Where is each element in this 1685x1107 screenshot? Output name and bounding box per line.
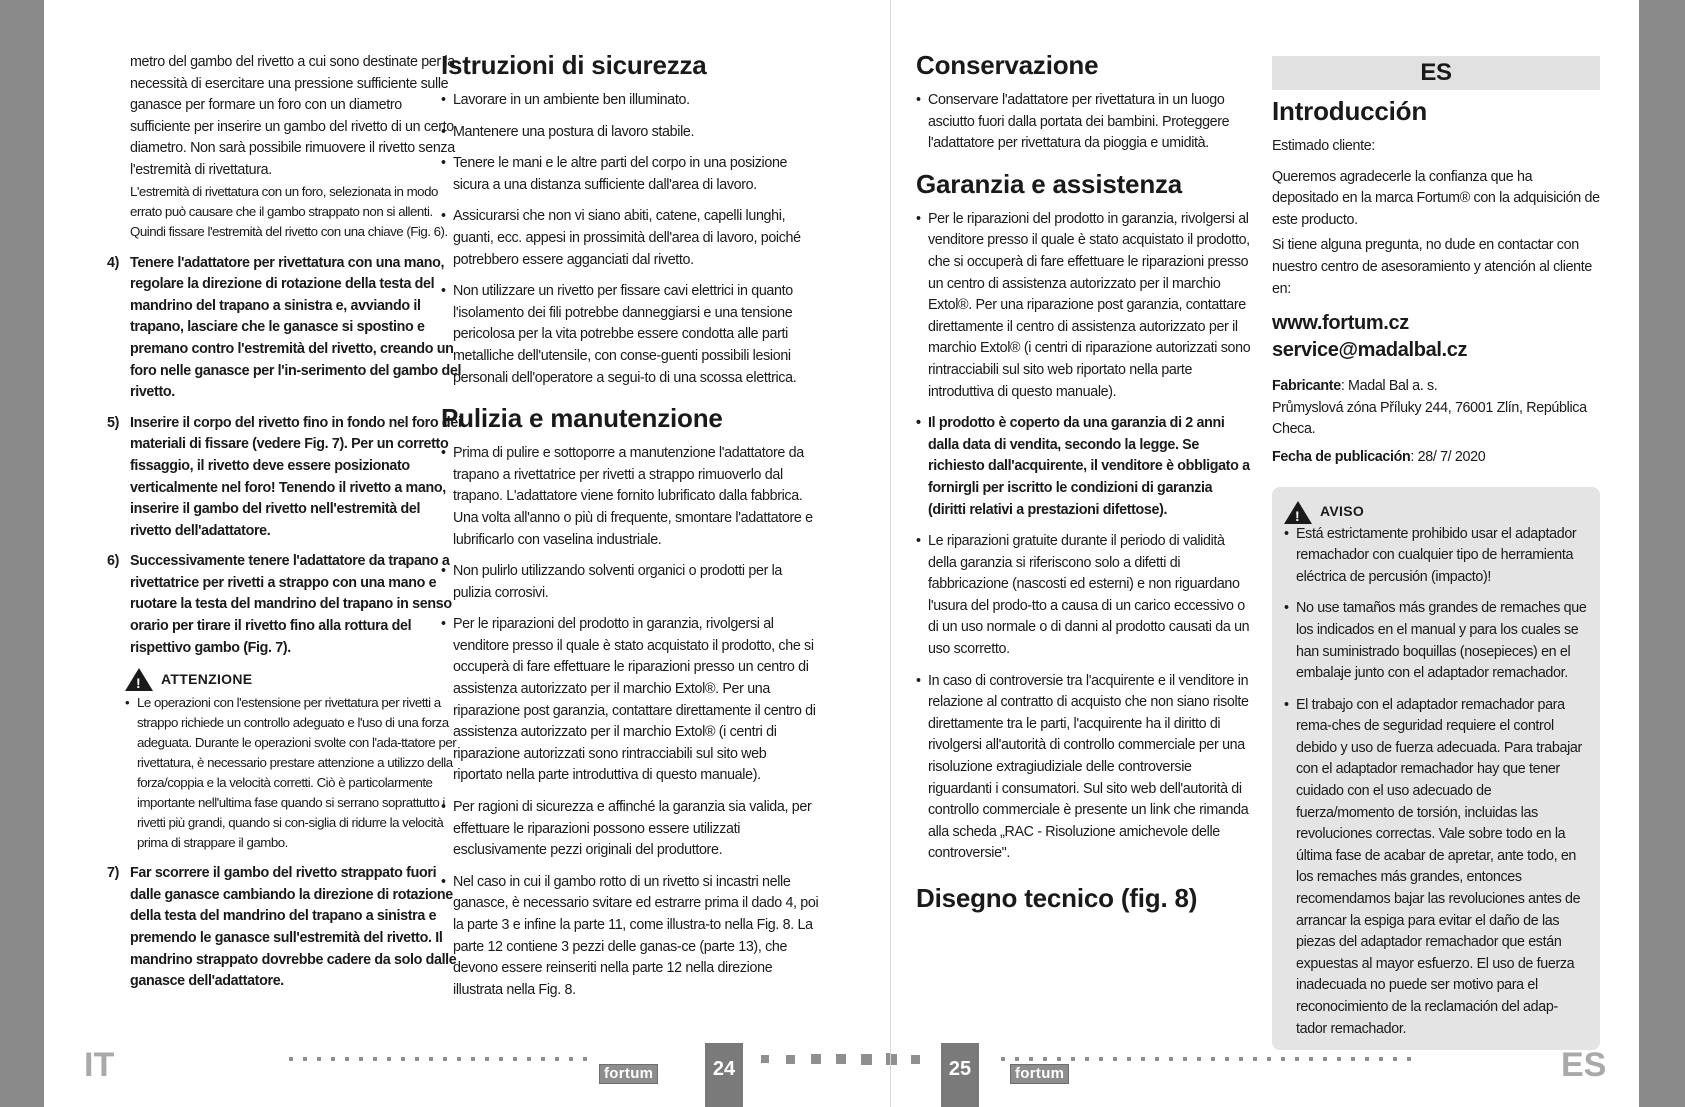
footer-dot xyxy=(1323,1057,1327,1061)
footer-dot xyxy=(303,1057,307,1061)
footer-dot xyxy=(317,1057,321,1061)
footer-dot xyxy=(359,1057,363,1061)
safety-title: Istruzioni di sicurezza xyxy=(441,50,707,80)
footer-dot xyxy=(911,1055,920,1064)
left-column-2 xyxy=(441,50,819,1011)
right-page xyxy=(890,0,1639,1107)
footer-dot xyxy=(443,1057,447,1061)
footer-dot xyxy=(1225,1057,1229,1061)
footer-dot xyxy=(555,1057,559,1061)
footer-dot xyxy=(836,1054,846,1064)
footer-dot xyxy=(1155,1057,1159,1061)
email-link[interactable]: service@madalbal.cz xyxy=(1272,339,1468,362)
drawing-title: Disegno tecnico (fig. 8) xyxy=(916,883,1198,913)
storage-title: Conservazione xyxy=(916,50,1099,80)
step-6: 6) Successivamente tenere l'adattatore da trapano a rivettatrice per rivetti a strappo con una mano e ruotare la testa del mandrino del trapano in senso orario per tirare il rivetto fino alla rottura del rispettivo gambo (Fig. 7). xyxy=(107,553,452,656)
publication-date-line: Fecha de publicación: 28/ 7/ 2020 xyxy=(1272,448,1486,465)
footer-dot xyxy=(1351,1057,1355,1061)
intro-paragraph-1: Queremos agradecerle la confianza que ha depositado en la marca Fortum® con la adquisición de este producto. xyxy=(1272,168,1600,228)
footer-dot xyxy=(1127,1057,1131,1061)
footer-dots-right xyxy=(1001,1054,1421,1064)
footer-dot xyxy=(1211,1057,1215,1061)
safety-item: • Mantenere una postura di lavoro stabile. xyxy=(441,122,819,144)
footer-dot xyxy=(1015,1057,1019,1061)
safety-item: • Tenere le mani e le altre parti del corpo in una posizione sicura a una distanza sufficiente dall'area di lavoro. xyxy=(441,153,819,196)
footer-dot xyxy=(1365,1057,1369,1061)
warning-heading xyxy=(125,668,462,691)
footer-dot xyxy=(1337,1057,1341,1061)
footer-dot xyxy=(1169,1057,1173,1061)
footer-dot xyxy=(1113,1057,1117,1061)
footer-dot xyxy=(890,1054,897,1065)
intro-small-text: L'estremità di rivettatura con un foro, selezionata in modo errato può causare che il gambo strappato non si allenti. Quindi fissare l'estremità del rivetto con una chiave (Fig. 6). xyxy=(130,183,448,239)
notice-box xyxy=(1272,487,1600,1051)
footer-dot xyxy=(1239,1057,1243,1061)
storage-list xyxy=(916,90,1252,155)
footer-dot xyxy=(1393,1057,1397,1061)
manufacturer-address: Průmyslová zóna Příluky 244, 76001 Zlín, República Checa. xyxy=(1272,399,1587,438)
step-4: 4) Tenere l'adattatore per rivettatura con una mano, regolare la direzione di rotazione della testa del mandrino del trapano a sinistra e, avviando il trapano, lasciare che le ganasce si spostino e premano contro l'estremità del rivetto, creando un foro nelle ganasce per l'in-serimento del gambo del rivetto. xyxy=(107,254,462,401)
notice-title: AVISO xyxy=(1320,503,1365,520)
footer-dot xyxy=(1379,1057,1383,1061)
footer-dot xyxy=(541,1057,545,1061)
page-number-25: 25 xyxy=(941,1043,979,1107)
footer-dot xyxy=(1253,1057,1257,1061)
footer-dot xyxy=(1057,1057,1061,1061)
right-column-2 xyxy=(1272,56,1600,1050)
footer-dot xyxy=(1085,1057,1089,1061)
cleaning-list xyxy=(441,443,819,1001)
footer-dot xyxy=(373,1057,377,1061)
cleaning-item: • Nel caso in cui il gambo rotto di un rivetto si incastri nelle ganasce, è necessario svitare ed estrarre prima il dado 4, poi la parte 3 e infine la parte 11, come illustra-to nella Fig. 8. La parte 12 contiene 3 pezzi delle ganas-ce (parte 13), che devono essere reinseriti nella parte 12 nella direzione illustrata nella Fig. 8. xyxy=(441,872,819,1002)
storage-item: • Conservare l'adattatore per rivettatura in un luogo asciutto fuori dalla portata dei bambini. Proteggere l'adattatore per rivettatura da pioggia e umidità. xyxy=(916,90,1252,155)
footer-squares-left xyxy=(761,1054,890,1064)
step-5: 5) Inserire il corpo del rivetto fino in fondo nel foro dei materiali di fissare (vedere Fig. 7). Per un corretto fissaggio, il rivetto deve essere posizionato verticalmente nel foro! Tenendo il rivetto a mano, inserire il gambo del rivetto nell'estremità del rivetto dell'adattatore. xyxy=(107,414,462,539)
footer-dot xyxy=(429,1057,433,1061)
footer-dot xyxy=(499,1057,503,1061)
footer-dot xyxy=(1099,1057,1103,1061)
left-column-1 xyxy=(107,52,462,1002)
footer-dot xyxy=(1407,1057,1411,1061)
intro-title-es: Introducción xyxy=(1272,96,1428,126)
warning-triangle-icon xyxy=(1284,501,1312,524)
footer-dot xyxy=(1197,1057,1201,1061)
footer-dot xyxy=(1001,1057,1005,1061)
footer-dot xyxy=(289,1057,293,1061)
footer-language-it: IT xyxy=(84,1046,115,1084)
website-link[interactable]: www.fortum.cz xyxy=(1272,312,1409,335)
footer-dot xyxy=(786,1055,795,1064)
intro-paragraph xyxy=(107,52,462,242)
footer-dot xyxy=(1043,1057,1047,1061)
footer-dot xyxy=(1071,1057,1075,1061)
footer-dot xyxy=(331,1057,335,1061)
notice-item: • Está estrictamente prohibido usar el adaptador remachador con cualquier tipo de herramienta eléctrica de percusión (impacto)! xyxy=(1284,524,1588,589)
footer-dot xyxy=(1281,1057,1285,1061)
cleaning-title: Pulizia e manutenzione xyxy=(441,403,723,434)
intro-text: metro del gambo del rivetto a cui sono destinate per la necessità di esercitare una pressione sufficiente sulle ganasce per formare un foro con un diametro sufficiente per inserire un gambo del rivetto di un certo diametro. Non sarà possibile rimuovere il rivetto senza l'estremità di rivettatura. xyxy=(130,54,455,178)
footer-dot xyxy=(513,1057,517,1061)
cleaning-item: • Prima di pulire e sottoporre a manutenzione l'adattatore da trapano a rivettatrice per rivetti a strappo rimuoverlo dal trapano. L'adattatore viene fornito lubrificato dalla fabbrica. Una volta all'anno o più di frequente, smontare l'adattatore e lubrificarlo con vaselina industriale. xyxy=(441,443,819,551)
footer-dot xyxy=(485,1057,489,1061)
footer-dots-left xyxy=(289,1054,659,1064)
warranty-title: Garanzia e assistenza xyxy=(916,168,1183,199)
footer-dot xyxy=(569,1057,573,1061)
footer-dot xyxy=(861,1054,872,1065)
fortum-logo-right: fortum xyxy=(1010,1064,1069,1084)
warning-title: ATTENZIONE xyxy=(161,670,253,687)
warning-item: • Le operazioni con l'estensione per rivettatura per rivetti a strappo richiede un controllo adeguato e l'uso di una forza adeguata. Durante le operazioni svolte con l'ada-ttatore per rivettatura, è necessario prestare attenzione a utilizzo della forza/coppia e la velocità corretti. Ciò è particolarmente importante nell'ultima fase quando si serrano soprattutto i rivetti più grandi, quando si con-siglia di ridurre la velocità prima di strappare il gambo. xyxy=(125,693,462,853)
warranty-list xyxy=(916,209,1252,865)
footer-dot xyxy=(1141,1057,1145,1061)
fortum-logo-left: fortum xyxy=(599,1064,658,1084)
footer-dot xyxy=(761,1055,769,1063)
language-header-es: ES xyxy=(1272,56,1600,90)
right-column-1 xyxy=(916,50,1252,923)
safety-item: • Lavorare in un ambiente ben illuminato. xyxy=(441,90,819,112)
warranty-item: • Le riparazioni gratuite durante il periodo di validità della garanzia si riferiscono solo a difetti di fabbricazione (nascosti ed esterni) e non riguardano l'usura del prodo-tto a causa di un carico eccessivo o di un uso normale o di danni al prodotto causati da un uso scorretto. xyxy=(916,531,1252,661)
warranty-item: • Per le riparazioni del prodotto in garanzia, rivolgersi al venditore presso il quale è stato acquistato il prodotto, che si occuperà di fare effettuare le riparazioni presso un centro di assistenza autorizzato per il marchio Extol®. Per una riparazione post garanzia, contattare direttamente il centro di assistenza autorizzato per il marchio Extol® (i centri di riparazione autorizzati sono rintracciabili sul sito web riportato nella parte introduttiva di questo manuale). xyxy=(916,209,1252,403)
footer-dot xyxy=(1295,1057,1299,1061)
page-number-24: 24 xyxy=(705,1043,743,1107)
footer-dot xyxy=(345,1057,349,1061)
footer-dot xyxy=(457,1057,461,1061)
steps-list-2 xyxy=(107,863,462,993)
warning-list xyxy=(125,693,462,853)
warning-triangle-icon xyxy=(125,668,153,691)
intro-paragraph-2: Si tiene alguna pregunta, no dude en contactar con nuestro centro de asesoramiento y atención al cliente en: xyxy=(1272,237,1593,297)
notice-item: • El trabajo con el adaptador remachador para rema-ches de seguridad requiere el control debido y uso de fuerza adecuada. Para trabajar con el adaptador remachador hay que tener cuidado con el uso adecuado de fuerza/momento de torsión, incluidas las revoluciones correctas. Vale sobre todo en la última fase de acabar de apretar, ante todo, en los remaches más grandes, entonces recomendamos bajar las revoluciones antes de arrancar la espiga para evitar el daño de las piezas del adaptador remachador que están expuestas al mayor esfuerzo. El uso de fuerza inadecuada no puede ser motivo para el reconocimiento de la reclamación del adap-tador remachador. xyxy=(1284,695,1588,1041)
notice-item: • No use tamaños más grandes de remaches que los indicados en el manual y para los cuales se han suministrado boquillas (nosepieces) en el embalaje junto con el adaptador remachador. xyxy=(1284,598,1588,684)
footer-dot xyxy=(1029,1057,1033,1061)
manufacturer-line: Fabricante: Madal Bal a. s. xyxy=(1272,378,1438,395)
safety-item: • Non utilizzare un rivetto per fissare cavi elettrici in quanto l'isolamento dei fili potrebbe danneggiarsi e una tensione pericolosa per la vita potrebbe essere condotta alle parti metalliche dell'utensile, con conse-guenti possibili lesioni personali dell'operatore a segui-to di una scossa elettrica. xyxy=(441,281,819,389)
footer-dot xyxy=(1267,1057,1271,1061)
cleaning-item: • Per le riparazioni del prodotto in garanzia, rivolgersi al venditore presso il quale è stato acquistato il prodotto, che si occuperà di fare effettuare le riparazioni presso un centro di assistenza autorizzato per il marchio Extol®. Per una riparazione post garanzia, contattare direttamente il centro di assistenza autorizzato per il marchio Extol® (i centri di riparazione autorizzati sono rintracciabili sul sito web riportato nella parte introduttiva di questo manuale). xyxy=(441,614,819,787)
footer-dot xyxy=(527,1057,531,1061)
footer-dot xyxy=(415,1057,419,1061)
steps-list xyxy=(107,253,462,660)
footer-dot xyxy=(583,1057,587,1061)
safety-list xyxy=(441,90,819,389)
notice-list xyxy=(1284,524,1588,1041)
footer-squares-right xyxy=(890,1054,941,1064)
safety-item: • Assicurarsi che non vi siano abiti, catene, capelli lunghi, guanti, ecc. appesi in prossimità dell'area di lavoro, poiché potrebbero essere agganciati dal rivetto. xyxy=(441,206,819,271)
footer-dot xyxy=(811,1054,821,1064)
notice-heading xyxy=(1284,501,1588,524)
footer-language-es: ES xyxy=(1561,1046,1607,1084)
warranty-item-bold: • Il prodotto è coperto da una garanzia di 2 anni dalla data di vendita, secondo la legge. Se richiesto dall'acquirente, il venditore è obbligato a fornirgli per iscritto le condizioni di garanzia (diritti relativi a prestazioni difettose). xyxy=(916,413,1252,521)
warning-block xyxy=(107,668,462,853)
cleaning-item: • Non pulirlo utilizzando solventi organici o prodotti per la pulizia corrosivi. xyxy=(441,561,819,604)
footer-dot xyxy=(1183,1057,1187,1061)
left-page xyxy=(44,0,890,1107)
footer-dot xyxy=(1309,1057,1313,1061)
warranty-item: • In caso di controversie tra l'acquirente e il venditore in relazione al contratto di acquisto che non siano risolte direttamente tra le parti, l'acquirente ha il diritto di rivolgersi all'autorità di controllo commerciale per una risoluzione extragiudiziale delle controversie riguardanti i consumatori. Sul sito web dell'autorità di controllo commerciale è presente un link che rimanda alla scheda „RAC - Risoluzione amichevole delle controversie". xyxy=(916,671,1252,865)
footer-dot xyxy=(401,1057,405,1061)
footer-dot xyxy=(387,1057,391,1061)
step-7: 7) Far scorrere il gambo del rivetto strappato fuori dalle ganasce cambiando la direzione di rotazione della testa del mandrino del trapano a sinistra e premendo le ganasce sull'estremità del rivetto. Il mandrino strappato dovrebbe cadere da solo dalle ganasce dell'adattatore. xyxy=(107,865,457,990)
greeting: Estimado cliente: xyxy=(1272,138,1375,154)
cleaning-item: • Per ragioni di sicurezza e affinché la garanzia sia valida, per effettuare le riparazioni possono essere utilizzati esclusivamente pezzi originali del produttore. xyxy=(441,797,819,862)
footer-dot xyxy=(471,1057,475,1061)
